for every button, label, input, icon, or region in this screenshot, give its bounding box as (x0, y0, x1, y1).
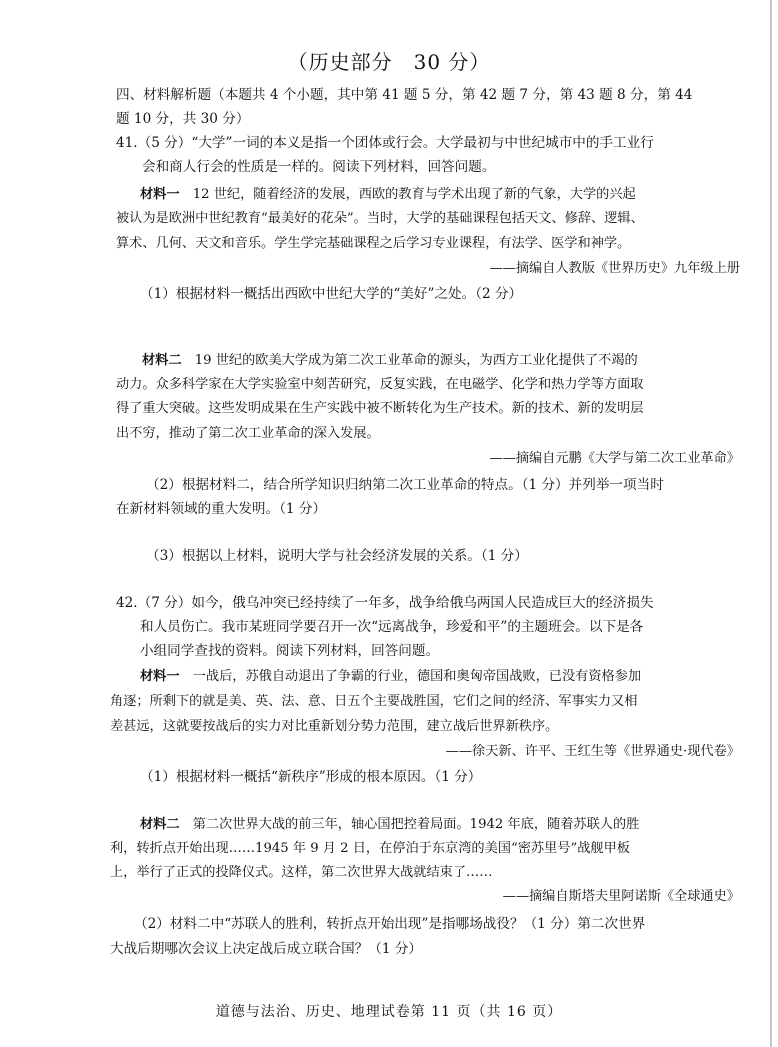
q41-intro-line1: 41.（5 分）“大学”一词的本义是指一个团体或行会。大学最初与中世纪城市中的手工业行 (116, 135, 654, 151)
q42-material1-label: 材料一 (140, 669, 180, 684)
q41-material2-label: 材料二 (142, 353, 182, 368)
q41-material2-line2: 动力。众多科学家在大学实验室中刻苦研究，反复实践，在电磁学、化学和热力学等方面取 (116, 377, 644, 392)
page-edge-divider (770, 0, 772, 1047)
q42-material2-source: ——摘编自斯塔夫里阿诺斯《全球通史》 (502, 889, 740, 904)
q42-intro-line1: 42.（7 分）如今，俄乌冲突已经持续了一年多，战争给俄乌两国人民造成巨大的经济损失 (116, 595, 654, 611)
q41-material2-line3: 得了重大突破。这些发明成果在生产实践中被不断转化为生产技术。新的技术、新的发明层 (116, 401, 644, 416)
q41-material1-line2: 被认为是欧洲中世纪教育“最美好的花朵”。当时，大学的基础课程包括天文、修辞、逻辑、 (116, 211, 644, 226)
q41-material2-source: ——摘编自元鹏《大学与第二次工业革命》 (489, 451, 740, 466)
q42-material1-line1 (140, 666, 641, 688)
q42-subquestion1: （1）根据材料一概括“新秩序”形成的根本原因。（1 分） (140, 769, 482, 785)
q41-material2-line1 (142, 350, 638, 372)
section-title: （历史部分 30 分） (287, 50, 491, 74)
q41-material1-text: 12 世纪，随着经济的发展，西欧的教育与学术出现了新的气象，大学的兴起 (179, 187, 636, 202)
q42-material1-text: 一战后，苏俄自动退出了争霸的行业，德国和奥匈帝国战败，已没有资格参加 (179, 669, 642, 684)
q42-material1-source: ——徐天新、许平、王红生等《世界通史·现代卷》 (445, 744, 740, 759)
q41-material2-line4: 出不穷，推动了第二次工业革命的深入发展。 (116, 426, 380, 441)
page-footer: 道德与法治、历史、地理试卷第 11 页（共 16 页） (215, 1004, 563, 1020)
q41-material1-line1 (140, 184, 636, 206)
q42-material2-line1 (140, 814, 639, 836)
q42-subquestion2-line2: 大战后期哪次会议上决定战后成立联合国？（1 分） (110, 941, 423, 957)
q42-material2-line2: 利，转折点开始出现……1945 年 9 月 2 日，在停泊于东京湾的美国“密苏里号”战舰甲板 (110, 841, 630, 856)
q41-material1-source: ——摘编自人教版《世界历史》九年级上册 (489, 261, 740, 276)
q42-subquestion2-line1: （2）材料二中“苏联人的胜利，转折点开始出现”是指哪场战役？（1 分）第二次世界 (134, 916, 646, 932)
q42-material2-label: 材料二 (140, 817, 180, 832)
q41-subquestion2-line2: 在新材料领域的重大发明。（1 分） (116, 501, 327, 517)
q41-subquestion2-line1: （2）根据材料二，结合所学知识归纳第二次工业革命的特点。（1 分）并列举一项当时 (146, 477, 664, 493)
q41-intro-line2: 会和商人行会的性质是一样的。阅读下列材料，回答问题。 (142, 159, 496, 175)
q42-intro-line2: 和人员伤亡。我市某班同学要召开一次“远离战争，珍爱和平”的主题班会。以下是各 (140, 619, 644, 635)
q42-material2-line3: 上，举行了正式的投降仪式。这样，第二次世界大战就结束了…… (110, 865, 493, 880)
q42-intro-line3: 小组同学查找的资料。阅读下列材料，回答问题。 (140, 643, 440, 659)
q42-material2-text: 第二次世界大战的前三年，轴心国把控着局面。1942 年底，随着苏联人的胜 (179, 817, 640, 832)
q41-material2-text: 19 世纪的欧美大学成为第二次工业革命的源头，为西方工业化提供了不竭的 (181, 353, 638, 368)
q41-subquestion3: （3）根据以上材料，说明大学与社会经济发展的关系。（1 分） (146, 548, 528, 564)
section-instruction-line1: 四、材料解析题（本题共 4 个小题，其中第 41 题 5 分，第 42 题 7 分，第 43 题 8 分，第 44 (116, 87, 693, 103)
q41-material1-line3: 算术、几何、天文和音乐。学生学完基础课程之后学习专业课程，有法学、医学和神学。 (116, 236, 631, 251)
section-instruction-line2: 题 10 分，共 30 分） (116, 111, 250, 127)
q41-material1-label: 材料一 (140, 187, 180, 202)
q41-subquestion1: （1）根据材料一概括出西欧中世纪大学的“美好”之处。（2 分） (140, 286, 523, 302)
q42-material1-line3: 差甚远，这就要按战后的实力对比重新划分势力范围，建立战后世界新秩序。 (110, 719, 559, 734)
q42-material1-line2: 角逐；所剩下的就是美、英、法、意、日五个主要战胜国，它们之间的经济、军事实力又相 (110, 694, 638, 709)
